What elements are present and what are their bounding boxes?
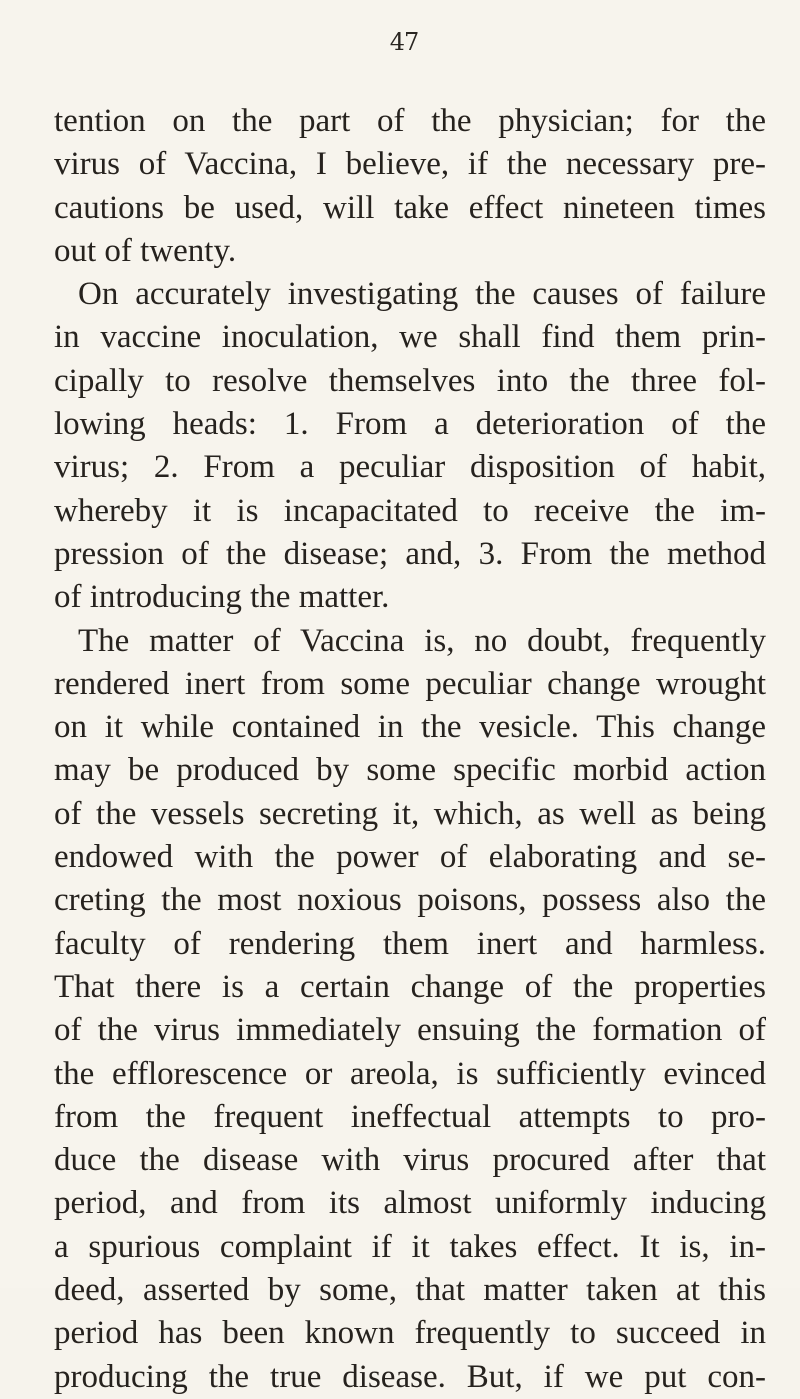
text-line: deed, asserted by some, that matter taken at this: [54, 1272, 766, 1309]
page-number: 47: [389, 28, 419, 56]
text-line: creting the most noxious poisons, possess also the: [54, 882, 766, 919]
text-line: On accurately investigating the causes of failure: [78, 276, 766, 313]
text-line: in vaccine inoculation, we shall find them prin-: [54, 319, 766, 356]
text-line: of the virus immediately ensuing the formation of: [54, 1012, 766, 1049]
text-line: lowing heads: 1. From a deterioration of the: [54, 406, 766, 443]
text-line: a spurious complaint if it takes effect. It is, in-: [54, 1228, 766, 1265]
text-line: of the vessels secreting it, which, as well as being: [54, 795, 766, 832]
text-line: the efflorescence or areola, is sufficiently evinced: [54, 1055, 766, 1092]
text-line: endowed with the power of elaborating and se-: [54, 839, 766, 876]
text-line: period, and from its almost uniformly inducing: [54, 1185, 766, 1222]
text-line: period has been known frequently to succeed in: [54, 1315, 766, 1352]
text-line: That there is a certain change of the properties: [54, 968, 766, 1005]
text-line: on it while contained in the vesicle. This change: [54, 709, 766, 746]
text-line: of introducing the matter.: [54, 579, 390, 616]
text-line: may be produced by some specific morbid action: [54, 752, 766, 789]
text-line: virus; 2. From a peculiar disposition of habit,: [54, 449, 766, 486]
text-line: cipally to resolve themselves into the three fol-: [54, 362, 766, 399]
text-line: The matter of Vaccina is, no doubt, frequently: [78, 622, 766, 659]
text-line: virus of Vaccina, I believe, if the necessary pre-: [54, 146, 766, 183]
text-line: out of twenty.: [54, 232, 237, 269]
text-line: from the frequent ineffectual attempts to pro-: [54, 1098, 766, 1135]
body-text: [54, 100, 766, 1399]
text-line: rendered inert from some peculiar change wrought: [54, 665, 766, 702]
text-line: whereby it is incapacitated to receive the im-: [54, 492, 766, 529]
text-line: cautions be used, will take effect nineteen times: [54, 189, 766, 226]
text-line: tention on the part of the physician; for the: [54, 103, 766, 139]
text-line: duce the disease with virus procured after that: [54, 1142, 766, 1179]
text-line: producing the true disease. But, if we put con-: [54, 1358, 766, 1395]
text-line: faculty of rendering them inert and harmless.: [54, 925, 766, 962]
text-line: pression of the disease; and, 3. From the method: [54, 535, 766, 572]
